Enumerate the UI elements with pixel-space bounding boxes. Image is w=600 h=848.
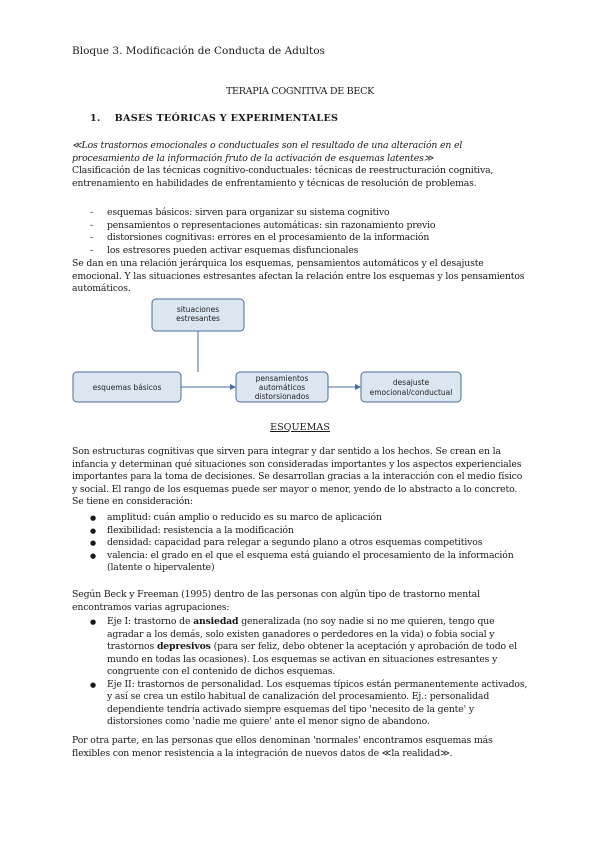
classification-paragraph: Clasificación de las técnicas cognitivo-conductuales: técnicas de reestructuración cognitiva, entrenamiento en habilidades de enfrentamiento y técnicas de resolución de problemas. <box>72 165 494 189</box>
diagram-box-situaciones <box>152 299 244 331</box>
section-heading <box>90 113 338 124</box>
box-label: automáticos <box>258 383 306 392</box>
section-title: BASES TEÓRICAS Y EXPERIMENTALES <box>114 113 339 124</box>
cognitive-list <box>90 207 530 257</box>
diagram-box-desajuste <box>361 372 461 402</box>
box-label: estresantes <box>176 314 220 323</box>
intro-block <box>72 140 530 190</box>
document-title: TERAPIA COGNITIVA DE BECK <box>225 86 375 97</box>
list-item: ● valencia: el grado en el que el esquema está guiando el procesamiento de la información (latente o hipervalente) <box>90 550 530 575</box>
quote-paragraph: ≪Los trastornos emocionales o conductuales son el resultado de una alteración en el procesamiento de la información fruto de la activación de esquemas latentes≫ <box>72 140 463 164</box>
diagram-box-pensamientos <box>236 372 328 402</box>
list-item: ● amplitud: cuán amplio o reducido es su marco de aplicación <box>90 512 530 525</box>
schema-properties-list <box>90 512 530 575</box>
box-label: desajuste <box>392 378 430 387</box>
list-item: - pensamientos o representaciones automáticas: sin razonamiento previo <box>90 220 530 233</box>
arrow-head <box>230 384 236 390</box>
esquemas-heading: ESQUEMAS <box>270 422 330 433</box>
box-label: pensamientos <box>255 374 309 383</box>
document-header: Bloque 3. Modificación de Conducta de Adultos <box>72 45 325 57</box>
list-item: - esquemas básicos: sirven para organizar su sistema cognitivo <box>90 207 530 220</box>
eje-1-item: ● Eje I: trastorno de ansiedad generalizada (no soy nadie si no me quieren, tengo que agradar a los demás, solo existen ganadores o perdedores en la vida) o fobia social y trastornos depresivos (para ser feliz, debo obtener la aceptación y aprobación de todo el mundo en todas las ocasiones). Los esquemas se activan en situaciones estresantes y congruente con el contenido de dichos esquemas. <box>90 616 530 679</box>
box-label: emocional/conductual <box>369 388 453 397</box>
eje-2-item: ● Eje II: trastornos de personalidad. Los esquemas típicos están permanentemente activados, y así se crea un estilo habitual de canalización del procesamiento. Ej.: personalidad dependiente tendría activado siempre esquemas del tipo 'necesito de la gente' y distorsiones como 'nadie me quiere' ante el menor signo de abandono. <box>90 679 530 729</box>
list-item: - distorsiones cognitivas: errores en el procesamiento de la información <box>90 232 530 245</box>
section-number: 1. <box>90 113 101 124</box>
list-item: - los estresores pueden activar esquemas disfuncionales <box>90 245 530 258</box>
list-item: ● densidad: capacidad para relegar a segundo plano a otros esquemas competitivos <box>90 537 530 550</box>
esquemas-paragraph: Son estructuras cognitivas que sirven para integrar y dar sentido a los hechos. Se crean en la infancia y determinan qué situaciones son consideradas importantes y los aspectos experienciales importantes para la toma de decisiones. Se desarrollan gracias a la interacción con el medio físico y social. El rango de los esquemas puede ser mayor o menor, yendo de lo abstracto a lo concreto. Se tiene en consideración: <box>72 446 523 507</box>
box-label: esquemas básicos <box>92 383 162 392</box>
cognitive-model-diagram <box>0 290 600 410</box>
box-label: situaciones <box>176 305 220 314</box>
final-paragraph: Por otra parte, en las personas que ellos denominan 'normales' encontramos esquemas más flexibles con menor resistencia a la integración de nuevos datos de ≪la realidad≫. <box>72 735 493 759</box>
arrow-head <box>355 384 361 390</box>
diagram-box-esquemas <box>73 372 181 402</box>
box-label: distorsionados <box>254 392 310 401</box>
relation-paragraph: Se dan en una relación jerárquica los esquemas, pensamientos automáticos y el desajuste emocional. Y las situaciones estresantes afectan la relación entre los esquemas y los pensamientos automáticos. <box>72 258 525 294</box>
beck-paragraph: Según Beck y Freeman (1995) dentro de las personas con algún tipo de trastorno mental encontramos varias agrupaciones: <box>72 589 480 613</box>
list-item: ● flexibilidad: resistencia a la modificación <box>90 525 530 538</box>
axes-list <box>90 616 530 729</box>
